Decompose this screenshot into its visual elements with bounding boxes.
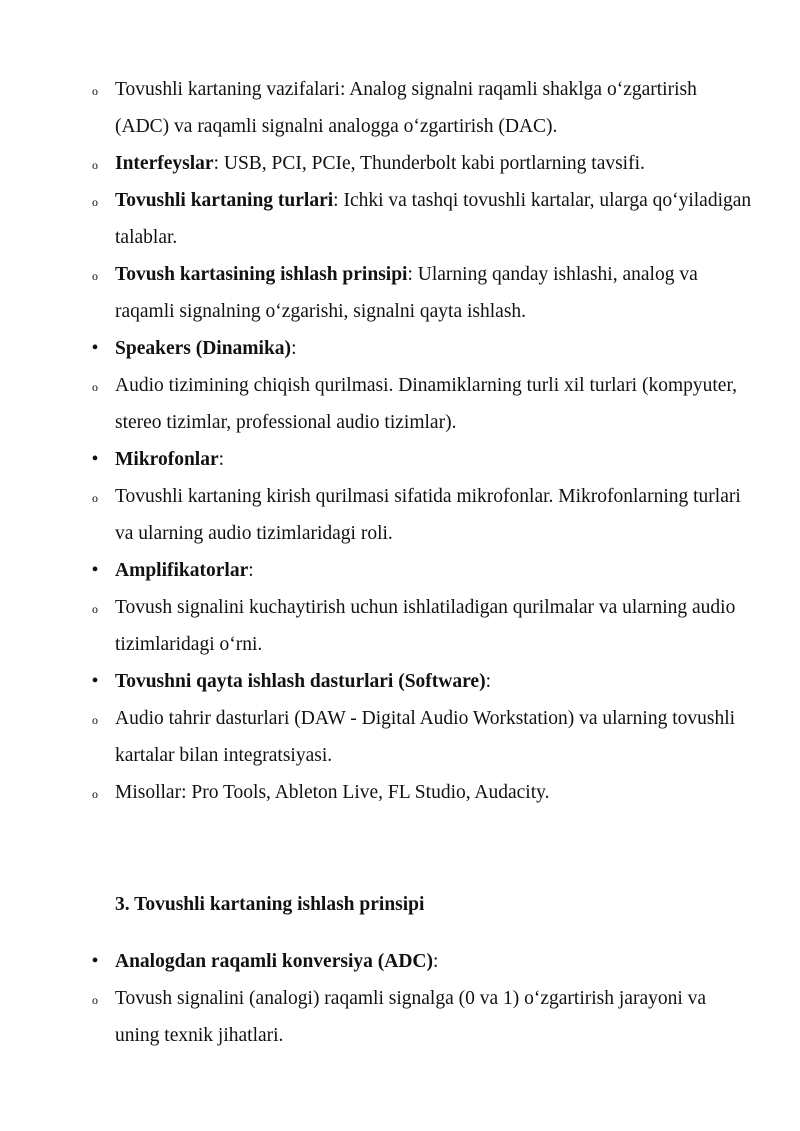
item-bold-text: Analogdan raqamli konversiya (ADC) [115, 951, 433, 972]
list-item [91, 943, 755, 980]
item-text: Tovushli kartaning kirish qurilmasi sifatida mikrofonlar. Mikrofonlarning turlari va ularning audio tizimlaridagi roli. [115, 486, 741, 544]
section-heading: 3. Tovushli kartaning ishlash prinsipi [115, 894, 425, 915]
list-item [92, 774, 755, 811]
dot-bullet-icon: • [91, 337, 99, 359]
list-item [92, 980, 755, 1054]
circle-bullet-icon: o [92, 993, 98, 1007]
dot-bullet-icon: • [91, 448, 99, 470]
circle-bullet-icon: o [92, 602, 98, 616]
item-text: : [218, 449, 225, 470]
item-text: : [432, 951, 439, 972]
dot-bullet-icon: • [91, 670, 99, 692]
list-item [91, 330, 755, 367]
item-text: : [291, 338, 297, 359]
item-text: Tovush signalini kuchaytirish uchun ishlatiladigan qurilmalar va ularning audio tizimlaridagi o‘rni. [115, 597, 736, 655]
list-item [92, 145, 755, 182]
item-text: : USB, PCI, PCIe, Thunderbolt kabi portlarning tavsifi. [213, 153, 645, 174]
dot-bullet-icon: • [91, 559, 99, 581]
item-text: Tovushli kartaning vazifalari: Analog signalni raqamli shaklga o‘zgartirish (ADC) va raqamli signalni analogga o‘zgartirish (DAC). [115, 79, 697, 137]
item-text: Audio tizimining chiqish qurilmasi. Dinamiklarning turli xil turlari (kompyuter, stereo tizimlar, professional audio tizimlar). [115, 375, 738, 433]
item-text: Misollar: Pro Tools, Ableton Live, FL Studio, Audacity. [115, 782, 550, 803]
item-bold-text: Mikrofonlar [115, 449, 219, 470]
circle-bullet-icon: o [92, 713, 98, 727]
circle-bullet-icon: o [92, 84, 98, 98]
list-item [92, 589, 755, 663]
list-item [92, 71, 755, 145]
list-item [92, 700, 755, 774]
item-bold-text: Interfeyslar [115, 153, 214, 174]
list-item [92, 182, 755, 256]
list-item [91, 663, 755, 700]
circle-bullet-icon: o [92, 195, 98, 209]
item-text: : Ularning qanday ishlashi, analog va raqamli signalning o‘zgarishi, signalni qayta ishlash. [115, 264, 698, 322]
dot-bullet-icon: • [91, 950, 99, 972]
circle-bullet-icon: o [92, 787, 98, 801]
circle-bullet-icon: o [92, 380, 98, 394]
list-item [91, 441, 755, 478]
item-text: : Ichki va tashqi tovushli kartalar, ularga qo‘yiladigan talablar. [115, 190, 752, 248]
item-bold-text: Tovush kartasining ishlash prinsipi [115, 264, 408, 285]
item-text: Tovush signalini (analogi) raqamli signalga (0 va 1) o‘zgartirish jarayoni va uning texnik jihatlari. [115, 988, 707, 1046]
item-text: Audio tahrir dasturlari (DAW - Digital Audio Workstation) va ularning tovushli kartalar bilan integratsiyasi. [115, 708, 736, 766]
item-bold-text: Amplifikatorlar [115, 560, 249, 581]
list-item [92, 256, 755, 330]
item-text: : [248, 560, 254, 581]
item-bold-text: Tovushni qayta ishlash dasturlari (Software) [115, 671, 486, 692]
item-bold-text: Tovushli kartaning turlari [115, 190, 334, 211]
circle-bullet-icon: o [92, 269, 98, 283]
list-item [91, 552, 755, 589]
list-item [92, 478, 755, 552]
list-item [92, 367, 755, 441]
circle-bullet-icon: o [92, 158, 98, 172]
circle-bullet-icon: o [92, 491, 98, 505]
item-text: : [485, 671, 491, 692]
item-bold-text: Speakers (Dinamika) [115, 338, 292, 359]
